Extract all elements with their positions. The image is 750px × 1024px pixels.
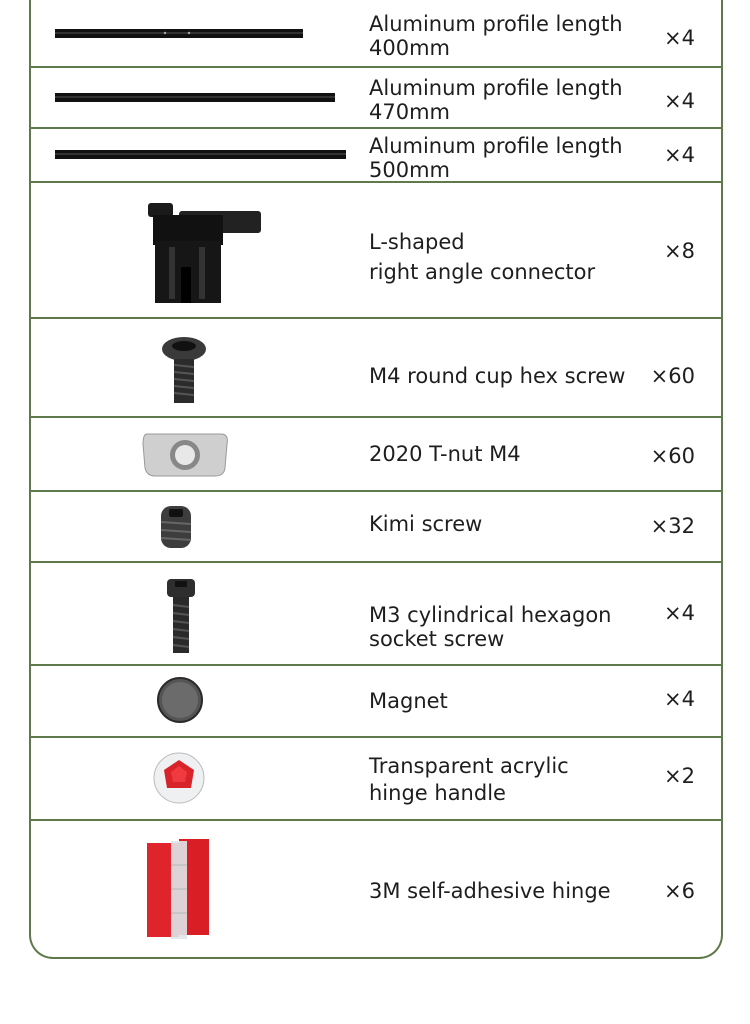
table-row [31, 738, 721, 821]
table-row [31, 183, 721, 319]
item-name: M4 round cup hex screw [369, 364, 626, 388]
table-row [31, 319, 721, 418]
table-row [31, 666, 721, 738]
table-row [31, 563, 721, 666]
socket-screw-icon [31, 563, 351, 666]
table-row [31, 821, 721, 959]
aluminum-profile-icon [31, 68, 351, 129]
item-name: 3M self-adhesive hinge [369, 879, 611, 903]
table-row [31, 129, 721, 183]
aluminum-profile-icon [31, 0, 351, 68]
item-name: 2020 T-nut M4 [369, 442, 521, 466]
item-quantity: ×4 [664, 687, 695, 711]
item-quantity: ×6 [664, 879, 695, 903]
item-quantity: ×4 [664, 26, 695, 50]
item-quantity: ×2 [664, 764, 695, 788]
set-screw-icon [31, 492, 351, 563]
item-quantity: ×60 [650, 364, 695, 388]
table-row [31, 418, 721, 492]
item-name: Aluminum profile length 400mm [369, 12, 623, 60]
parts-list-table [29, 0, 723, 959]
item-quantity: ×4 [664, 89, 695, 113]
adhesive-hinge-icon [31, 821, 351, 959]
round-hex-screw-icon [31, 319, 351, 418]
item-name: Magnet [369, 689, 448, 713]
table-row [31, 0, 721, 68]
aluminum-profile-icon [31, 129, 351, 183]
item-name: Aluminum profile length 470mm [369, 76, 623, 124]
t-nut-icon [31, 418, 351, 492]
item-name: M3 cylindrical hexagon socket screw [369, 603, 612, 651]
acrylic-handle-icon [31, 738, 351, 821]
table-row [31, 492, 721, 563]
item-quantity: ×4 [664, 143, 695, 167]
item-name: Transparent acrylic hinge handle [369, 754, 569, 805]
item-name: Aluminum profile length 500mm [369, 134, 623, 182]
item-name: L-shaped right angle connector [369, 230, 596, 284]
table-row [31, 68, 721, 129]
magnet-icon [31, 666, 351, 738]
item-name: Kimi screw [369, 512, 483, 536]
l-connector-icon [31, 183, 351, 319]
item-quantity: ×60 [650, 444, 695, 468]
item-quantity: ×8 [664, 239, 695, 263]
item-quantity: ×32 [650, 514, 695, 538]
item-quantity: ×4 [664, 601, 695, 625]
